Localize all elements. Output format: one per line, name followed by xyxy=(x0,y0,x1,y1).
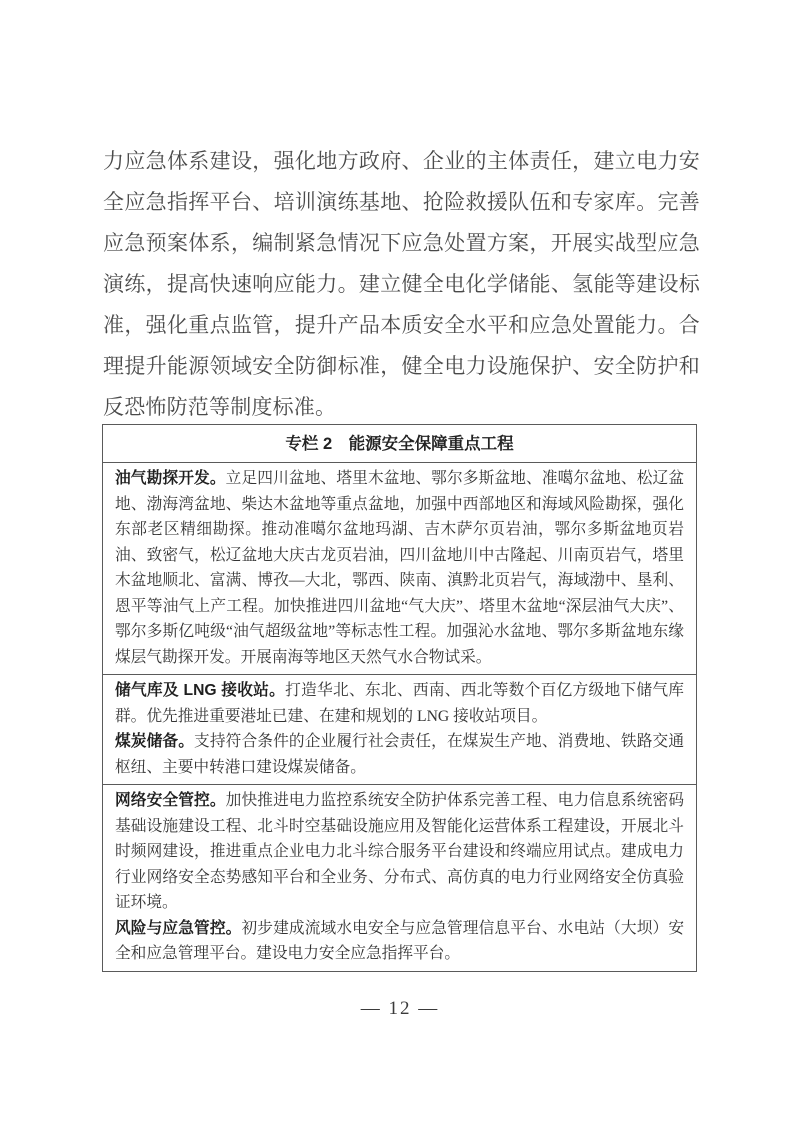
panel-row-network-and-risk xyxy=(103,785,696,971)
paragraph-lead: 储气库及 LNG 接收站。 xyxy=(115,682,286,699)
paragraph-text: 加快推进电力监控系统安全防护体系完善工程、电力信息系统密码基础设施建设工程、北斗时空基础设施应用及智能化运营体系工程建设，开展北斗时频网建设，推进重点企业电力北斗综合服务平台建设和终端应用试点。建成电力行业网络安全态势感知平台和全业务、分布式、高仿真的电力行业网络安全仿真验证环境。 xyxy=(115,792,685,911)
paragraph-risk-emergency xyxy=(115,916,684,967)
panel-row-storage-and-coal xyxy=(103,675,696,785)
paragraph-lead: 油气勘探开发。 xyxy=(115,470,226,487)
paragraph-lead: 网络安全管控。 xyxy=(115,792,226,809)
paragraph-coal-reserve xyxy=(115,729,684,780)
paragraph-text: 初步建成流域水电安全与应急管理信息平台、水电站（大坝）安全和应急管理平台。建设电力安全应急指挥平台。 xyxy=(115,919,685,962)
paragraph-oil-gas-exploration xyxy=(115,466,684,670)
paragraph-lead: 煤炭储备。 xyxy=(115,733,195,750)
paragraph-lead: 风险与应急管控。 xyxy=(115,919,242,937)
paragraph-text: 支持符合条件的企业履行社会责任，在煤炭生产地、消费地、铁路交通枢纽、主要中转港口建设煤炭储备。 xyxy=(115,733,685,776)
body-paragraph: 力应急体系建设，强化地方政府、企业的主体责任，建立电力安全应急指挥平台、培训演练基地、抢险救援队伍和专家库。完善应急预案体系，编制紧急情况下应急处置方案，开展实战型应急演练，提高快速响应能力。建立健全电化学储能、氢能等建设标准，强化重点监管，提升产品本质安全水平和应急处置能力。合理提升能源领域安全防御标准，健全电力设施保护、安全防护和反恐怖防范等制度标准。 xyxy=(103,149,700,419)
page-number: — 12 — xyxy=(360,998,440,1019)
panel-row-oil-gas-exploration xyxy=(103,463,696,675)
paragraph-gas-storage-lng xyxy=(115,678,684,729)
paragraph-network-security xyxy=(115,788,684,916)
paragraph-text: 打造华北、东北、西南、西北等数个百亿方级地下储气库群。优先推进重要港址已建、在建和规划的 LNG 接收站项目。 xyxy=(115,682,684,725)
panel-title: 专栏 2 能源安全保障重点工程 xyxy=(103,425,696,463)
special-column-panel xyxy=(102,424,697,972)
paragraph-text: 立足四川盆地、塔里木盆地、鄂尔多斯盆地、准噶尔盆地、松辽盆地、渤海湾盆地、柴达木盆地等重点盆地，加强中西部地区和海域风险勘探，强化东部老区精细勘探。推动准噶尔盆地玛湖、吉木萨尔页岩油，鄂尔多斯盆地页岩油、致密气，松辽盆地大庆古龙页岩油，四川盆地川中古隆起、川南页岩气，塔里木盆地顺北、富满、博孜—大北，鄂西、陕南、滇黔北页岩气，海域渤中、垦利、恩平等油气上产工程。加快推进四川盆地“气大庆”、塔里木盆地“深层油气大庆”、鄂尔多斯亿吨级“油气超级盆地”等标志性工程。加强沁水盆地、鄂尔多斯盆地东缘煤层气勘探开发。开展南海等地区天然气水合物试采。 xyxy=(115,470,685,666)
